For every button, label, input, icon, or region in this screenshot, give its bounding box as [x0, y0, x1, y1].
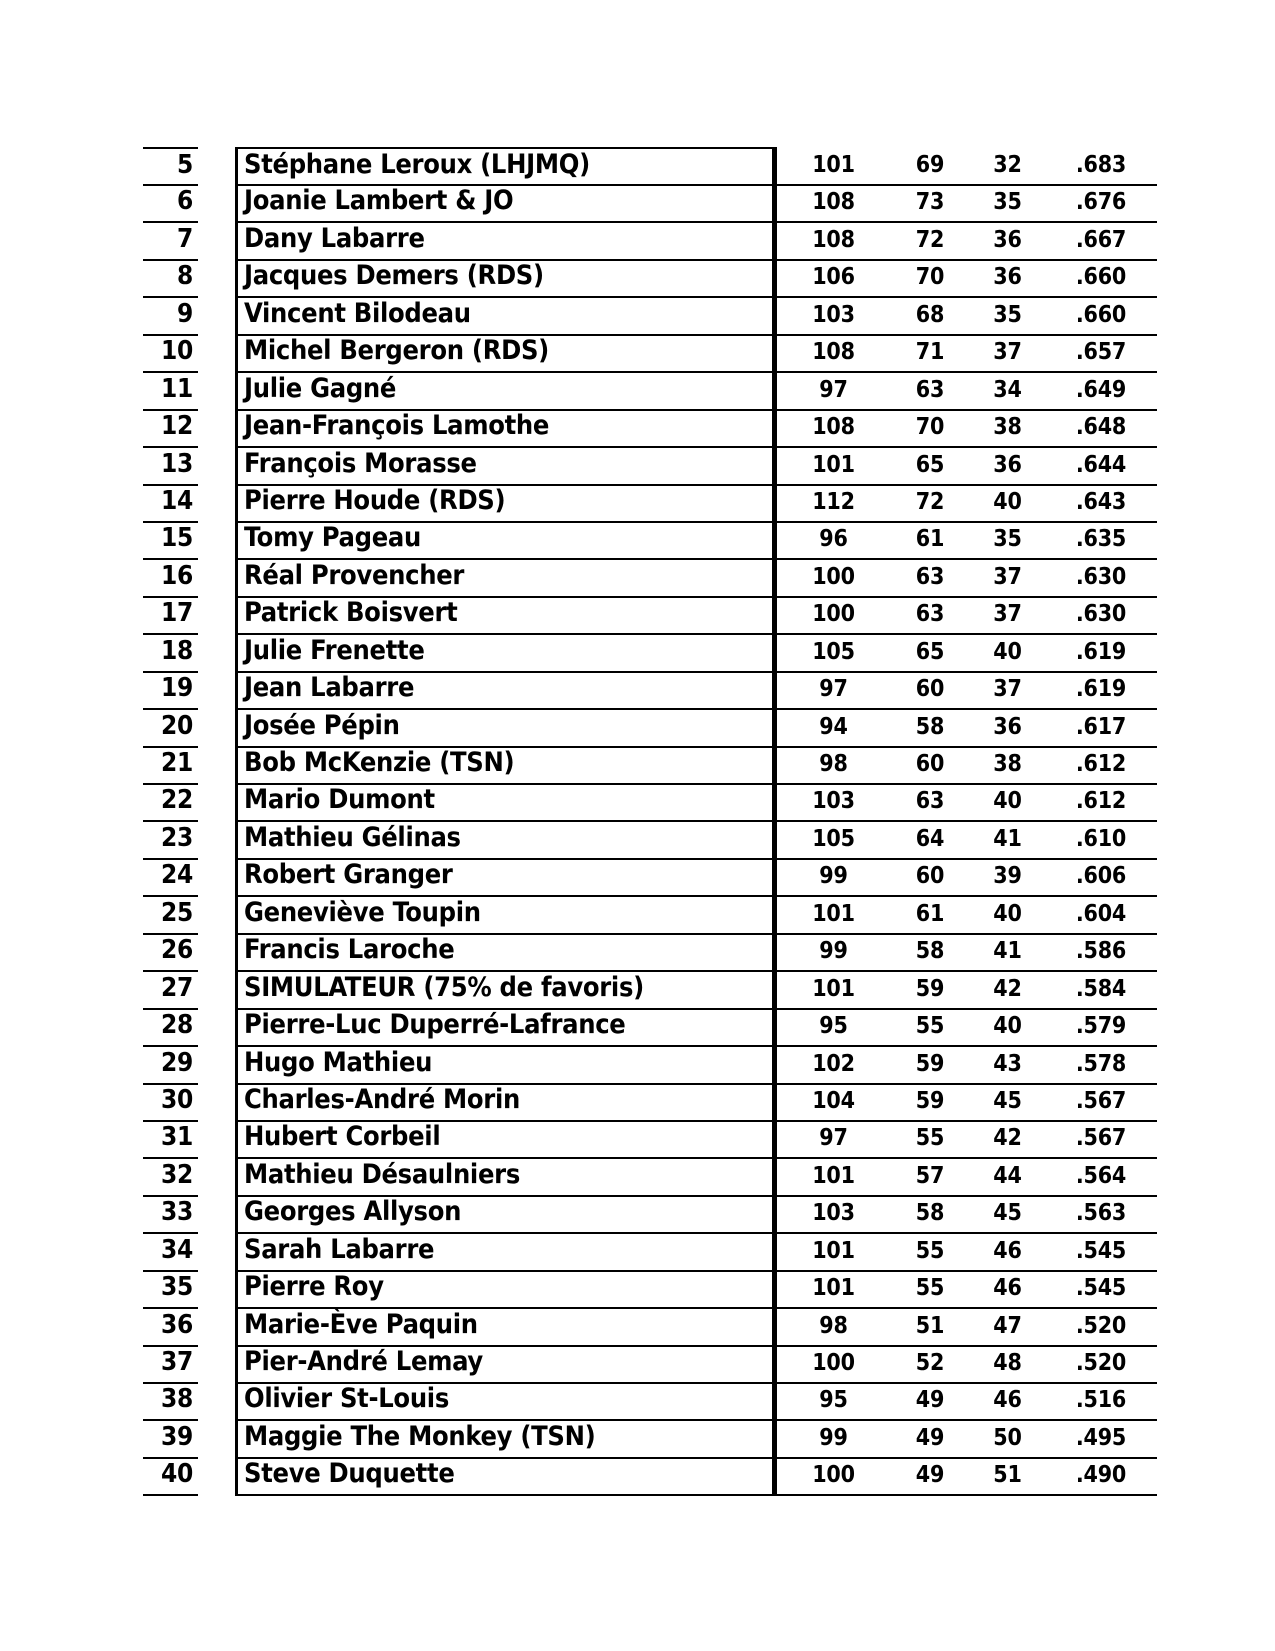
pct-cell: .567: [1045, 1120, 1157, 1159]
losses-cell: 40: [970, 634, 1045, 673]
pct-cell: .676: [1045, 184, 1157, 223]
wins-cell: 64: [890, 821, 970, 860]
rank-cell: 16: [143, 559, 198, 598]
name-cell: Steve Duquette: [235, 1457, 777, 1496]
pct-cell: .635: [1045, 521, 1157, 560]
pct-cell: .657: [1045, 334, 1157, 373]
rank-name-gap: [198, 1270, 235, 1309]
rank-name-gap: [198, 484, 235, 523]
name-cell: Mathieu Gélinas: [235, 821, 777, 860]
table-row: [143, 821, 1157, 858]
wins-cell: 58: [890, 1195, 970, 1234]
wins-cell: 51: [890, 1308, 970, 1347]
games-cell: 95: [777, 1382, 890, 1421]
rank-cell: 5: [143, 147, 198, 186]
wins-cell: 68: [890, 297, 970, 336]
table-row: [143, 372, 1157, 409]
losses-cell: 36: [970, 259, 1045, 298]
games-cell: 102: [777, 1046, 890, 1085]
name-cell: Pier-André Lemay: [235, 1345, 777, 1384]
rank-cell: 37: [143, 1345, 198, 1384]
rank-name-gap: [198, 1382, 235, 1421]
losses-cell: 42: [970, 971, 1045, 1010]
losses-cell: 45: [970, 1083, 1045, 1122]
rank-cell: 21: [143, 746, 198, 785]
rank-cell: 17: [143, 596, 198, 635]
games-cell: 100: [777, 1457, 890, 1496]
losses-cell: 46: [970, 1382, 1045, 1421]
rank-cell: 27: [143, 971, 198, 1010]
pct-cell: .660: [1045, 297, 1157, 336]
rank-name-gap: [198, 709, 235, 748]
losses-cell: 35: [970, 184, 1045, 223]
rank-name-gap: [198, 1308, 235, 1347]
pct-cell: .610: [1045, 821, 1157, 860]
name-cell: Marie-Ève Paquin: [235, 1308, 777, 1347]
rank-name-gap: [198, 821, 235, 860]
rank-cell: 26: [143, 933, 198, 972]
pct-cell: .606: [1045, 858, 1157, 897]
rank-cell: 7: [143, 222, 198, 261]
pct-cell: .619: [1045, 634, 1157, 673]
losses-cell: 39: [970, 858, 1045, 897]
pct-cell: .520: [1045, 1345, 1157, 1384]
wins-cell: 60: [890, 858, 970, 897]
losses-cell: 34: [970, 372, 1045, 411]
wins-cell: 63: [890, 596, 970, 635]
games-cell: 105: [777, 634, 890, 673]
name-cell: Robert Granger: [235, 858, 777, 897]
losses-cell: 36: [970, 222, 1045, 261]
rank-cell: 19: [143, 671, 198, 710]
rank-name-gap: [198, 1233, 235, 1272]
rank-name-gap: [198, 896, 235, 935]
wins-cell: 55: [890, 1008, 970, 1047]
wins-cell: 49: [890, 1457, 970, 1496]
wins-cell: 70: [890, 409, 970, 448]
table-row: [143, 334, 1157, 371]
losses-cell: 36: [970, 709, 1045, 748]
pct-cell: .490: [1045, 1457, 1157, 1496]
rank-name-gap: [198, 147, 235, 186]
wins-cell: 52: [890, 1345, 970, 1384]
name-cell: Pierre Roy: [235, 1270, 777, 1309]
wins-cell: 73: [890, 184, 970, 223]
table-row: [143, 896, 1157, 933]
rank-cell: 40: [143, 1457, 198, 1496]
wins-cell: 58: [890, 933, 970, 972]
rank-cell: 34: [143, 1233, 198, 1272]
losses-cell: 38: [970, 746, 1045, 785]
table-row: [143, 1457, 1157, 1494]
pct-cell: .520: [1045, 1308, 1157, 1347]
wins-cell: 58: [890, 709, 970, 748]
losses-cell: 44: [970, 1158, 1045, 1197]
games-cell: 103: [777, 783, 890, 822]
wins-cell: 59: [890, 1046, 970, 1085]
games-cell: 108: [777, 222, 890, 261]
name-cell: Bob McKenzie (TSN): [235, 746, 777, 785]
rank-name-gap: [198, 783, 235, 822]
rank-cell: 12: [143, 409, 198, 448]
name-cell: Réal Provencher: [235, 559, 777, 598]
losses-cell: 50: [970, 1420, 1045, 1459]
standings-table: [143, 147, 1157, 1495]
rank-cell: 8: [143, 259, 198, 298]
losses-cell: 41: [970, 933, 1045, 972]
pct-cell: .660: [1045, 259, 1157, 298]
losses-cell: 40: [970, 783, 1045, 822]
rank-name-gap: [198, 1195, 235, 1234]
games-cell: 106: [777, 259, 890, 298]
name-cell: Jacques Demers (RDS): [235, 259, 777, 298]
wins-cell: 59: [890, 1083, 970, 1122]
table-row: [143, 1308, 1157, 1345]
pct-cell: .495: [1045, 1420, 1157, 1459]
rank-name-gap: [198, 746, 235, 785]
table-row: [143, 521, 1157, 558]
name-cell: Jean-François Lamothe: [235, 409, 777, 448]
rank-name-gap: [198, 1083, 235, 1122]
pct-cell: .648: [1045, 409, 1157, 448]
name-cell: Vincent Bilodeau: [235, 297, 777, 336]
games-cell: 101: [777, 896, 890, 935]
games-cell: 98: [777, 1308, 890, 1347]
rank-name-gap: [198, 447, 235, 486]
rank-name-gap: [198, 933, 235, 972]
wins-cell: 49: [890, 1420, 970, 1459]
games-cell: 100: [777, 559, 890, 598]
wins-cell: 57: [890, 1158, 970, 1197]
wins-cell: 70: [890, 259, 970, 298]
losses-cell: 40: [970, 1008, 1045, 1047]
games-cell: 104: [777, 1083, 890, 1122]
games-cell: 101: [777, 1270, 890, 1309]
pct-cell: .516: [1045, 1382, 1157, 1421]
name-cell: Hugo Mathieu: [235, 1046, 777, 1085]
rank-name-gap: [198, 409, 235, 448]
rank-cell: 38: [143, 1382, 198, 1421]
rank-cell: 25: [143, 896, 198, 935]
name-cell: Joanie Lambert & JO: [235, 184, 777, 223]
rank-cell: 14: [143, 484, 198, 523]
pct-cell: .612: [1045, 783, 1157, 822]
name-cell: Patrick Boisvert: [235, 596, 777, 635]
games-cell: 101: [777, 1233, 890, 1272]
rank-cell: 24: [143, 858, 198, 897]
table-row: [143, 447, 1157, 484]
table-row: [143, 933, 1157, 970]
name-cell: Pierre Houde (RDS): [235, 484, 777, 523]
wins-cell: 63: [890, 559, 970, 598]
games-cell: 101: [777, 447, 890, 486]
rank-name-gap: [198, 222, 235, 261]
table-row: [143, 1420, 1157, 1457]
losses-cell: 42: [970, 1120, 1045, 1159]
name-cell: François Morasse: [235, 447, 777, 486]
rank-cell: 35: [143, 1270, 198, 1309]
rank-cell: 20: [143, 709, 198, 748]
games-cell: 101: [777, 147, 890, 186]
rank-cell: 33: [143, 1195, 198, 1234]
rank-name-gap: [198, 596, 235, 635]
rank-cell: 11: [143, 372, 198, 411]
wins-cell: 60: [890, 746, 970, 785]
games-cell: 99: [777, 1420, 890, 1459]
losses-cell: 43: [970, 1046, 1045, 1085]
wins-cell: 65: [890, 447, 970, 486]
table-row: [143, 971, 1157, 1008]
pct-cell: .545: [1045, 1233, 1157, 1272]
rank-name-gap: [198, 372, 235, 411]
losses-cell: 38: [970, 409, 1045, 448]
wins-cell: 63: [890, 372, 970, 411]
table-row: [143, 147, 1157, 184]
wins-cell: 72: [890, 484, 970, 523]
rank-cell: 9: [143, 297, 198, 336]
name-cell: Julie Gagné: [235, 372, 777, 411]
name-cell: Stéphane Leroux (LHJMQ): [235, 147, 777, 186]
wins-cell: 61: [890, 521, 970, 560]
rank-name-gap: [198, 1008, 235, 1047]
name-cell: Georges Allyson: [235, 1195, 777, 1234]
table-row: [143, 709, 1157, 746]
games-cell: 103: [777, 1195, 890, 1234]
rank-cell: 32: [143, 1158, 198, 1197]
losses-cell: 47: [970, 1308, 1045, 1347]
rank-name-gap: [198, 259, 235, 298]
rank-name-gap: [198, 521, 235, 560]
pct-cell: .630: [1045, 596, 1157, 635]
name-cell: Mario Dumont: [235, 783, 777, 822]
wins-cell: 55: [890, 1120, 970, 1159]
rank-cell: 22: [143, 783, 198, 822]
games-cell: 105: [777, 821, 890, 860]
rank-name-gap: [198, 634, 235, 673]
wins-cell: 63: [890, 783, 970, 822]
name-cell: Julie Frenette: [235, 634, 777, 673]
rank-name-gap: [198, 184, 235, 223]
pct-cell: .667: [1045, 222, 1157, 261]
games-cell: 95: [777, 1008, 890, 1047]
table-row: [143, 634, 1157, 671]
rank-cell: 31: [143, 1120, 198, 1159]
name-cell: Charles-André Morin: [235, 1083, 777, 1122]
losses-cell: 37: [970, 559, 1045, 598]
table-row: [143, 1270, 1157, 1307]
games-cell: 99: [777, 933, 890, 972]
wins-cell: 49: [890, 1382, 970, 1421]
pct-cell: .649: [1045, 372, 1157, 411]
games-cell: 112: [777, 484, 890, 523]
name-cell: Josée Pépin: [235, 709, 777, 748]
wins-cell: 71: [890, 334, 970, 373]
wins-cell: 61: [890, 896, 970, 935]
losses-cell: 35: [970, 521, 1045, 560]
table-row: [143, 746, 1157, 783]
pct-cell: .619: [1045, 671, 1157, 710]
table-row: [143, 1345, 1157, 1382]
name-cell: Geneviève Toupin: [235, 896, 777, 935]
rank-cell: 18: [143, 634, 198, 673]
games-cell: 96: [777, 521, 890, 560]
name-cell: Francis Laroche: [235, 933, 777, 972]
table-row: [143, 783, 1157, 820]
rank-cell: 6: [143, 184, 198, 223]
games-cell: 99: [777, 858, 890, 897]
rank-cell: 13: [143, 447, 198, 486]
losses-cell: 40: [970, 896, 1045, 935]
table-row: [143, 559, 1157, 596]
rank-cell: 39: [143, 1420, 198, 1459]
rank-name-gap: [198, 1457, 235, 1496]
name-cell: Olivier St-Louis: [235, 1382, 777, 1421]
table-row: [143, 297, 1157, 334]
name-cell: Sarah Labarre: [235, 1233, 777, 1272]
name-cell: Michel Bergeron (RDS): [235, 334, 777, 373]
losses-cell: 46: [970, 1233, 1045, 1272]
losses-cell: 46: [970, 1270, 1045, 1309]
pct-cell: .578: [1045, 1046, 1157, 1085]
table-row: [143, 596, 1157, 633]
name-cell: Tomy Pageau: [235, 521, 777, 560]
losses-cell: 35: [970, 297, 1045, 336]
rank-cell: 36: [143, 1308, 198, 1347]
losses-cell: 45: [970, 1195, 1045, 1234]
pct-cell: .563: [1045, 1195, 1157, 1234]
rank-name-gap: [198, 671, 235, 710]
rank-cell: 28: [143, 1008, 198, 1047]
wins-cell: 55: [890, 1270, 970, 1309]
pct-cell: .579: [1045, 1008, 1157, 1047]
losses-cell: 40: [970, 484, 1045, 523]
losses-cell: 37: [970, 596, 1045, 635]
name-cell: SIMULATEUR (75% de favoris): [235, 971, 777, 1010]
pct-cell: .545: [1045, 1270, 1157, 1309]
games-cell: 97: [777, 1120, 890, 1159]
table-row: [143, 1233, 1157, 1270]
rank-name-gap: [198, 1046, 235, 1085]
wins-cell: 72: [890, 222, 970, 261]
games-cell: 97: [777, 671, 890, 710]
losses-cell: 41: [970, 821, 1045, 860]
pct-cell: .604: [1045, 896, 1157, 935]
rank-cell: 15: [143, 521, 198, 560]
pct-cell: .617: [1045, 709, 1157, 748]
table-row: [143, 184, 1157, 221]
name-cell: Mathieu Désaulniers: [235, 1158, 777, 1197]
table-row: [143, 1158, 1157, 1195]
rank-cell: 30: [143, 1083, 198, 1122]
games-cell: 101: [777, 971, 890, 1010]
pct-cell: .586: [1045, 933, 1157, 972]
games-cell: 108: [777, 184, 890, 223]
rank-name-gap: [198, 1345, 235, 1384]
rank-name-gap: [198, 858, 235, 897]
name-cell: Jean Labarre: [235, 671, 777, 710]
losses-cell: 37: [970, 334, 1045, 373]
name-cell: Hubert Corbeil: [235, 1120, 777, 1159]
wins-cell: 60: [890, 671, 970, 710]
pct-cell: .584: [1045, 971, 1157, 1010]
games-cell: 108: [777, 334, 890, 373]
table-row: [143, 1083, 1157, 1120]
rank-name-gap: [198, 559, 235, 598]
games-cell: 103: [777, 297, 890, 336]
rank-name-gap: [198, 297, 235, 336]
table-row: [143, 259, 1157, 296]
rank-cell: 23: [143, 821, 198, 860]
games-cell: 100: [777, 1345, 890, 1384]
pct-cell: .567: [1045, 1083, 1157, 1122]
rank-name-gap: [198, 1420, 235, 1459]
rank-name-gap: [198, 1158, 235, 1197]
table-row: [143, 484, 1157, 521]
wins-cell: 59: [890, 971, 970, 1010]
rank-name-gap: [198, 1120, 235, 1159]
losses-cell: 48: [970, 1345, 1045, 1384]
rank-cell: 10: [143, 334, 198, 373]
table-row: [143, 1382, 1157, 1419]
pct-cell: .683: [1045, 147, 1157, 186]
pct-cell: .644: [1045, 447, 1157, 486]
games-cell: 101: [777, 1158, 890, 1197]
games-cell: 97: [777, 372, 890, 411]
pct-cell: .643: [1045, 484, 1157, 523]
table-row: [143, 858, 1157, 895]
table-row: [143, 1120, 1157, 1157]
losses-cell: 36: [970, 447, 1045, 486]
games-cell: 94: [777, 709, 890, 748]
pct-cell: .612: [1045, 746, 1157, 785]
table-row: [143, 409, 1157, 446]
pct-cell: .630: [1045, 559, 1157, 598]
name-cell: Maggie The Monkey (TSN): [235, 1420, 777, 1459]
rank-name-gap: [198, 334, 235, 373]
wins-cell: 55: [890, 1233, 970, 1272]
rank-name-gap: [198, 971, 235, 1010]
losses-cell: 32: [970, 147, 1045, 186]
games-cell: 108: [777, 409, 890, 448]
table-row: [143, 222, 1157, 259]
table-row: [143, 671, 1157, 708]
wins-cell: 69: [890, 147, 970, 186]
games-cell: 100: [777, 596, 890, 635]
name-cell: Dany Labarre: [235, 222, 777, 261]
wins-cell: 65: [890, 634, 970, 673]
pct-cell: .564: [1045, 1158, 1157, 1197]
name-cell: Pierre-Luc Duperré-Lafrance: [235, 1008, 777, 1047]
table-row: [143, 1008, 1157, 1045]
losses-cell: 51: [970, 1457, 1045, 1496]
table-row: [143, 1195, 1157, 1232]
table-row: [143, 1046, 1157, 1083]
games-cell: 98: [777, 746, 890, 785]
losses-cell: 37: [970, 671, 1045, 710]
rank-cell: 29: [143, 1046, 198, 1085]
